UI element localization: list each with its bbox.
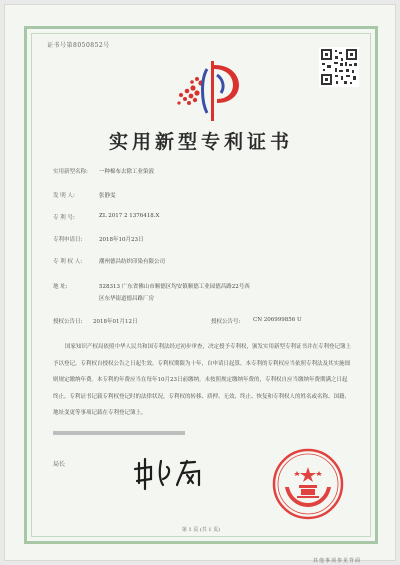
divider-bar xyxy=(53,431,185,435)
footer-note: 其他事项参见背面 xyxy=(312,558,361,564)
grant-date-value: 2018年01月12日 xyxy=(93,319,138,325)
field-value: 潮州德昌纺织印染有限公司 xyxy=(99,259,166,265)
qr-code-icon xyxy=(319,47,359,87)
page-number: 第 1 页 (共 1 页) xyxy=(181,527,221,533)
signature-title: 局长 xyxy=(53,461,66,468)
field-label: 专 利 权 人: xyxy=(53,259,83,265)
field-label: 专 利 号: xyxy=(53,215,75,221)
field-row-name xyxy=(53,167,154,175)
patent-office-logo-icon xyxy=(167,55,245,125)
field-value: 528313 广东省佛山市顺德区均安镇顺德工业园德昌路22号西 xyxy=(99,284,250,290)
field-label: 地 址: xyxy=(53,284,68,290)
certificate-title: 实用新型专利证书 xyxy=(108,131,293,153)
field-value: ZL 2017 2 1376418.X xyxy=(99,213,160,219)
grant-date-label: 授权公告日: xyxy=(53,319,83,325)
field-row-patent-no xyxy=(53,213,159,221)
pub-no-label: 授权公告号: xyxy=(211,319,241,325)
handwritten-signature-icon xyxy=(133,455,213,491)
decorative-border xyxy=(24,26,378,564)
field-row-inventor xyxy=(53,191,116,199)
field-value: 区东华街道德昌路厂房 xyxy=(99,296,155,302)
pub-no-value: CN 206999856 U xyxy=(253,317,302,323)
field-row-address xyxy=(53,282,250,290)
certificate-body: 国家知识产权局依照中华人民共和国专利法经过初步审查，决定授予专利权，颁发实用新型专利证书并在专利登记簿上予以登记。专利权自授权公告之日起生效。专利权期限为十年，自申请日起算。本专利的专利权应当依照专利法及其实施细则规定缴纳年费。本专利的年费应当在每年10月23日前缴纳。未按照规定缴纳年费的，专利权自应当缴纳年费期满之日起终止。专利证书记载专利权登记时的法律状况。专利权的转移、质押、无效、终止、恢复和专利权人的姓名或名称、国籍、地址变更等事项记载在专利登记簿上。 xyxy=(53,344,352,416)
official-seal-icon xyxy=(271,447,345,521)
field-label xyxy=(53,294,99,302)
field-value: 一种棉布去除工业染液 xyxy=(99,169,155,175)
field-label: 发 明 人: xyxy=(53,193,75,199)
field-label: 专利申请日: xyxy=(53,237,83,243)
field-row-patentee xyxy=(53,257,165,265)
field-label: 实用新型名称: xyxy=(53,169,88,175)
field-row-apply-date xyxy=(53,235,144,243)
field-value: 2018年10月23日 xyxy=(99,237,144,243)
certificate-page xyxy=(4,4,396,564)
field-row-address-cont xyxy=(53,294,154,302)
field-value: 张静雯 xyxy=(99,193,116,199)
certificate-number: 证书号第8050852号 xyxy=(47,42,110,49)
